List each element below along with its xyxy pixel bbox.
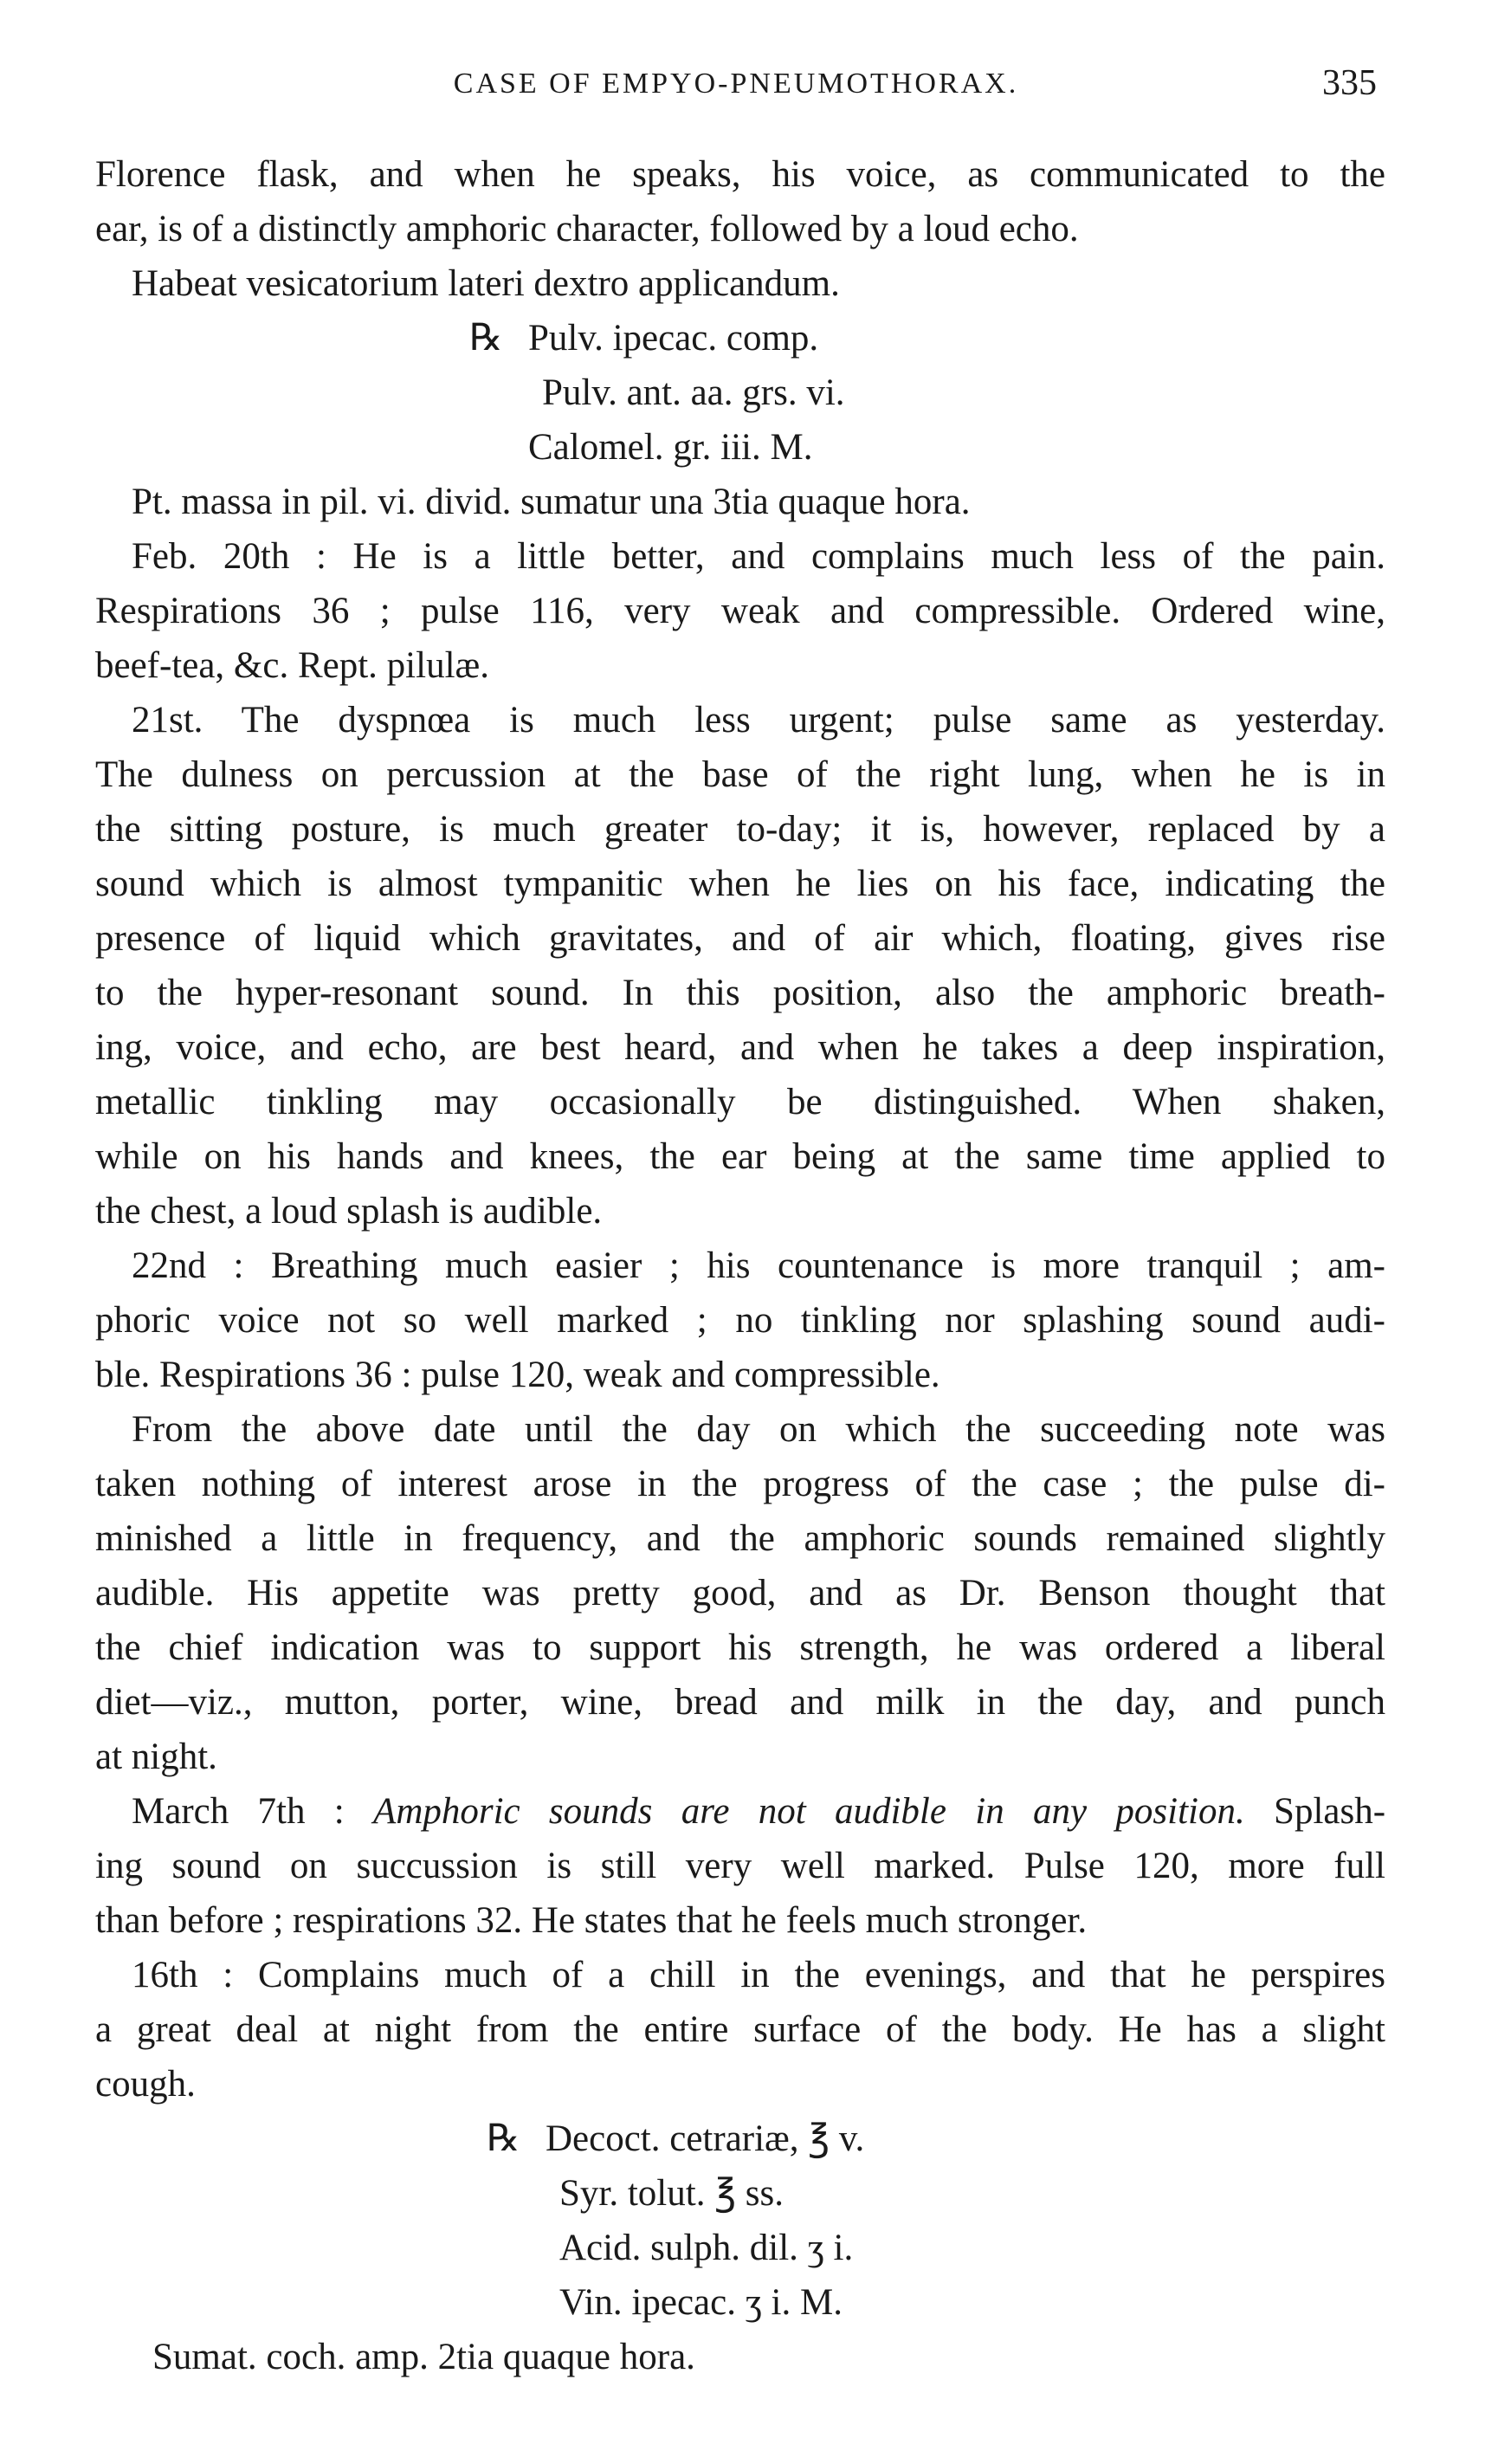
running-head: CASE OF EMPYO-PNEUMOTHORAX. [453, 68, 1019, 100]
text-line: beef-tea, &c. Rept. pilulæ. [95, 645, 489, 686]
page-header [95, 62, 1377, 114]
text-line: the chief indication was to support his strength, he was ordered a liberal [95, 1627, 1385, 1668]
prescription-line [95, 2112, 1385, 2166]
date-lead: March 7th : [132, 1791, 345, 1832]
text-line: 22nd : Breathing much easier ; his countenance is more tranquil ; am- [132, 1245, 1385, 1286]
text-line: to the hyper-resonant sound. In this position, also the amphoric breath- [95, 973, 1385, 1013]
text-line: 21st. The dyspnœa is much less urgent; pulse same as yesterday. [132, 700, 1385, 740]
text-line: Florence flask, and when he speaks, his voice, as communicated to the [95, 154, 1385, 195]
prescription-line: Vin. ipecac. ʒ i. M. [559, 2282, 843, 2323]
text-line: minished a little in frequency, and the amphoric sounds remained slightly [95, 1518, 1385, 1559]
text-line: while on his hands and knees, the ear being at the same time applied to [95, 1136, 1385, 1177]
line-tail: Splash- [1274, 1791, 1385, 1832]
prescription-line: Acid. sulph. dil. ʒ i. [559, 2228, 854, 2268]
text-line: Sumat. coch. amp. 2tia quaque hora. [152, 2337, 695, 2377]
italic-emphasis: Amphoric sounds are not audible in any position. [373, 1791, 1245, 1832]
text-line: cough. [95, 2064, 196, 2105]
text-line: ing, voice, and echo, are best heard, and when he takes a deep inspiration, [95, 1027, 1385, 1068]
page-body [95, 147, 1385, 2384]
recipe-symbol: ℞ [487, 2118, 520, 2159]
text-line: ing sound on succussion is still very well marked. Pulse 120, more full [95, 1846, 1385, 1886]
text-line: diet—viz., mutton, porter, wine, bread and milk in the day, and punch [95, 1682, 1385, 1723]
text-line: Habeat vesicatorium lateri dextro applicandum. [132, 263, 840, 304]
prescription-line: Calomel. gr. iii. M. [528, 427, 813, 468]
text-line: at night. [95, 1736, 217, 1777]
recipe-symbol: ℞ [469, 318, 503, 359]
text-line: the sitting posture, is much greater to-day; it is, however, replaced by a [95, 809, 1385, 850]
text-line: audible. His appetite was pretty good, and as Dr. Benson thought that [95, 1573, 1385, 1614]
text-line [95, 1784, 1385, 1839]
text-line: metallic tinkling may occasionally be distinguished. When shaken, [95, 1082, 1385, 1122]
text-line: Pt. massa in pil. vi. divid. sumatur una 3tia quaque hora. [132, 482, 971, 522]
text-line: sound which is almost tympanitic when he lies on his face, indicating the [95, 863, 1385, 904]
text-line: than before ; respirations 32. He states that he feels much stronger. [95, 1900, 1088, 1941]
prescription-line: Pulv. ant. aa. grs. vi. [542, 372, 845, 413]
text-line: ble. Respirations 36 : pulse 120, weak and compressible. [95, 1355, 940, 1395]
text-line: a great deal at night from the entire surface of the body. He has a slight [95, 2009, 1385, 2050]
text-line: 16th : Complains much of a chill in the evenings, and that he perspires [132, 1955, 1385, 1995]
prescription-item: Decoct. cetrariæ, ℥ v. [546, 2118, 865, 2159]
text-line: phoric voice not so well marked ; no tinkling nor splashing sound audi- [95, 1300, 1385, 1341]
text-line: From the above date until the day on which the succeeding note was [132, 1409, 1385, 1450]
text-line: presence of liquid which gravitates, and of air which, floating, gives rise [95, 918, 1385, 959]
prescription-line [95, 311, 1385, 365]
prescription-item: Pulv. ipecac. comp. [528, 318, 819, 359]
text-line: The dulness on percussion at the base of the right lung, when he is in [95, 754, 1385, 795]
page-number: 335 [1322, 63, 1377, 103]
text-line: taken nothing of interest arose in the progress of the case ; the pulse di- [95, 1464, 1385, 1504]
prescription-line: Syr. tolut. ℥ ss. [559, 2173, 785, 2214]
text-line: ear, is of a distinctly amphoric character, followed by a loud echo. [95, 209, 1079, 249]
text-line: the chest, a loud splash is audible. [95, 1191, 603, 1232]
text-line: Feb. 20th : He is a little better, and complains much less of the pain. [132, 536, 1385, 577]
text-line: Respirations 36 ; pulse 116, very weak and compressible. Ordered wine, [95, 591, 1385, 631]
